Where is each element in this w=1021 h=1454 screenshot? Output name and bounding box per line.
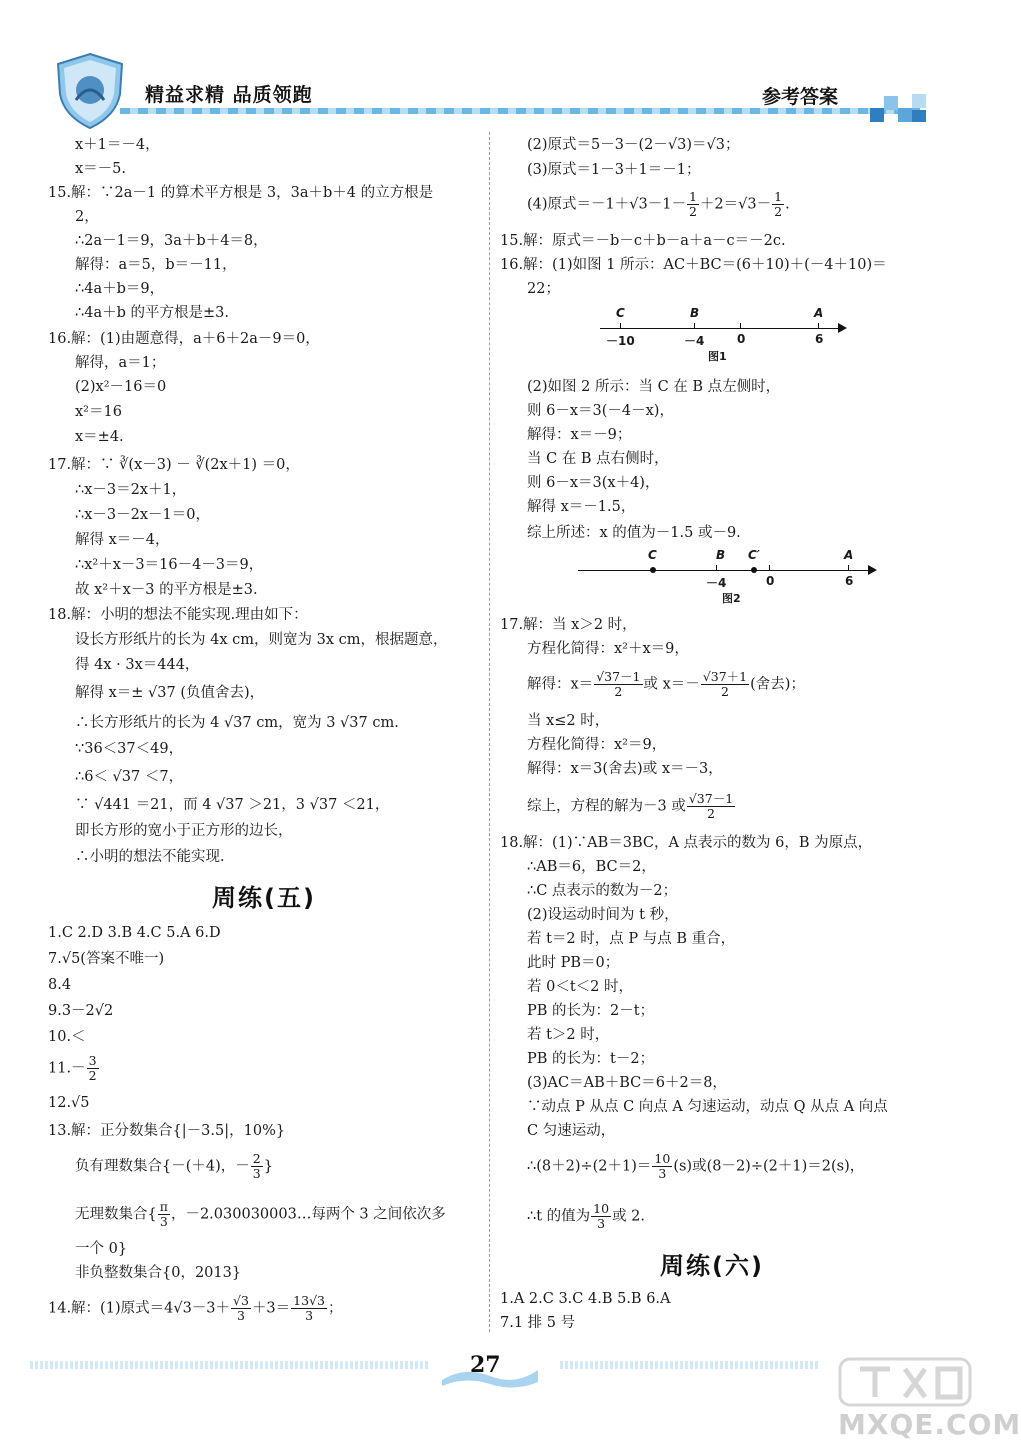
numerator: 2 xyxy=(252,1151,261,1166)
text: (s)或(8－2)÷(2＋1)＝2(s)， xyxy=(673,1158,865,1175)
q18-line: 若 t＝2 时，点 P 与点 B 重合， xyxy=(527,931,736,947)
q18-line: 即长方形的宽小于正方形的边长， xyxy=(75,823,293,839)
q18-line: 若 0＜t＜2 时， xyxy=(527,979,633,995)
tick-label: －4 xyxy=(706,576,727,590)
fraction xyxy=(687,190,699,219)
q16-line: 则 6－x＝3(x＋4)， xyxy=(527,475,660,491)
footer-band-right xyxy=(560,1361,820,1369)
q17-line: ∴x²＋x－3＝16－4－3＝9， xyxy=(75,557,264,573)
numerator: √3 xyxy=(233,1293,249,1308)
q15-line: 解得：a＝5，b＝－11， xyxy=(75,257,237,273)
answer-line: 8.4 xyxy=(48,977,72,993)
header-slogan: 精益求精 品质领跑 xyxy=(145,84,313,106)
q15-line: 2， xyxy=(75,209,99,225)
answer-text: ＋3＝ xyxy=(251,1300,291,1317)
numerator: 10 xyxy=(593,1201,610,1216)
fraction xyxy=(87,1054,99,1083)
q17-line xyxy=(527,792,736,821)
figure-caption: 图1 xyxy=(708,350,727,363)
fraction xyxy=(701,670,749,699)
text-line xyxy=(527,190,790,219)
q15-line: ∴2a－1＝9，3a＋b＋4＝8， xyxy=(75,233,268,249)
q15-line: ∴4a＋b 的平方根是±3. xyxy=(75,305,229,321)
q18-line: 若 t＞2 时， xyxy=(527,1027,610,1043)
point-label: C xyxy=(648,548,657,562)
q17-line xyxy=(527,670,805,699)
q17-line: 17.解：∵ ∛(x－3) － ∛(2x＋1) ＝0， xyxy=(48,457,300,473)
q17-line: 解得 x＝－4， xyxy=(75,532,170,548)
denominator: 2 xyxy=(614,684,623,699)
q18-line: 18.解：小明的想法不能实现.理由如下： xyxy=(48,607,308,623)
q18-line xyxy=(527,1152,864,1181)
q18-line: C 匀速运动， xyxy=(527,1123,616,1139)
number-line-figure-2 xyxy=(578,548,888,606)
point-label: A xyxy=(814,306,824,320)
q17-line: 17.解：当 x＞2 时， xyxy=(500,617,637,633)
q15-line: ∴4a＋b＝9， xyxy=(75,281,165,297)
q17-line: 解得：x＝3(舍去)或 x＝－3， xyxy=(527,761,723,777)
q18-line: 设长方形纸片的长为 4x cm，则宽为 3x cm，根据题意， xyxy=(75,632,448,648)
answer-line: 非负整数集合{0，2013} xyxy=(75,1265,242,1281)
tick xyxy=(620,323,621,329)
answer-text: 14.解：(1)原式＝4√3－3＋ xyxy=(48,1300,231,1317)
denominator: 3 xyxy=(305,1308,314,1323)
numerator: √37－1 xyxy=(596,669,641,684)
fraction xyxy=(687,792,735,821)
q18-line: 此时 PB＝0； xyxy=(527,955,620,971)
denominator: 2 xyxy=(88,1068,97,1083)
point-dot xyxy=(650,567,656,573)
q18-line: (3)AC＝AB＋BC＝6＋2＝8， xyxy=(527,1075,727,1091)
q18-line: ∴小明的想法不能实现. xyxy=(75,849,225,865)
point-label: A xyxy=(844,548,854,562)
tick-label: －4 xyxy=(684,334,705,348)
fraction xyxy=(251,1152,263,1181)
numerator: 3 xyxy=(88,1053,97,1068)
answer-line: 13.解：正分数集合{|－3.5|，10%} xyxy=(48,1123,286,1139)
text-line: (3)原式＝1－3＋1＝－1； xyxy=(527,162,701,178)
q18-line: 18.解：(1)∵AB＝3BC，A 点表示的数为 6，B 为原点， xyxy=(500,835,873,851)
tick xyxy=(848,565,849,571)
page-number: 27 xyxy=(470,1352,501,1378)
point-label: C xyxy=(616,306,625,320)
page-header xyxy=(0,0,1000,135)
text: ＋2＝√3－ xyxy=(699,196,772,213)
answer-line: 7.√5(答案不唯一) xyxy=(48,951,165,967)
point-dot xyxy=(751,567,757,573)
q16-line: 则 6－x＝3(－4－x)， xyxy=(527,403,674,419)
answer-line: 1.A 2.C 3.C 4.B 5.B 6.A xyxy=(500,1291,671,1307)
number-line-axis xyxy=(600,328,840,329)
fraction xyxy=(231,1294,251,1323)
fraction xyxy=(772,190,784,219)
text: 综上，方程的解为－3 或 xyxy=(527,798,686,815)
answer-line: 12.√5 xyxy=(48,1095,90,1111)
text: 解得：x＝ xyxy=(527,676,594,693)
tick-label: －10 xyxy=(606,334,635,348)
q15-line: 15.解：原式＝－b－c＋b－a＋a－c＝－2c. xyxy=(500,233,786,249)
answer-line: 7.1 排 5 号 xyxy=(500,1315,576,1331)
answer-line xyxy=(48,1054,100,1083)
numerator: 1 xyxy=(688,189,697,204)
header-answers-label: 参考答案 xyxy=(762,86,839,108)
q16-line: (2)x²－16＝0 xyxy=(75,379,167,395)
q18-line: ∵36＜37＜49， xyxy=(75,741,184,757)
answer-line: 10.＜ xyxy=(48,1029,86,1045)
fraction xyxy=(158,1200,170,1229)
q17-line: ∴x－3－2x－1＝0， xyxy=(75,507,210,523)
section-title-week5: 周练(五) xyxy=(212,884,316,912)
figure-caption: 图2 xyxy=(722,592,741,605)
denominator: 2 xyxy=(774,204,783,219)
q16-line: 解得，a＝1； xyxy=(75,355,166,371)
q16-line: 22； xyxy=(527,281,560,297)
header-divider-band xyxy=(120,108,920,114)
numerator: √37－1 xyxy=(688,791,734,806)
q17-line: 故 x²＋x－3 的平方根是±3. xyxy=(75,582,258,598)
footer-band-left xyxy=(30,1361,430,1369)
answer-text: 无理数集合{ xyxy=(75,1206,157,1223)
q18-line: 解得 x＝± √37 (负值舍去)， xyxy=(75,685,265,701)
text-line: (2)原式＝5－3－(2－√3)＝√3； xyxy=(527,137,740,153)
answer-text: ，－2.030030003…每两个 3 之间依次多 xyxy=(170,1206,446,1223)
fraction xyxy=(591,1202,611,1231)
q16-line: x＝±4. xyxy=(75,429,124,445)
answer-line xyxy=(48,1294,343,1323)
denominator: 2 xyxy=(707,806,715,821)
denominator: 2 xyxy=(688,204,697,219)
answer-line: 1.C 2.D 3.B 4.C 5.A 6.D xyxy=(48,925,221,941)
denominator: 3 xyxy=(658,1166,667,1181)
q18-line: ∵动点 P 从点 C 向点 A 匀速运动，动点 Q 从点 A 向点 xyxy=(527,1099,888,1115)
fraction xyxy=(594,670,642,699)
answer-text: } xyxy=(263,1158,273,1175)
numerator: 13√3 xyxy=(293,1293,325,1308)
point-label: C′ xyxy=(748,548,760,562)
answer-line: 一个 0} xyxy=(75,1241,128,1257)
q17-line: ∴x－3＝2x＋1， xyxy=(75,482,187,498)
q16-line: 解得 x＝－1.5， xyxy=(527,499,636,515)
point-label: B xyxy=(690,306,700,320)
tick-label: 6 xyxy=(815,332,824,346)
numerator: 1 xyxy=(774,189,783,204)
q18-line: ∴AB＝6，BC＝2， xyxy=(527,859,656,875)
answer-text: ； xyxy=(328,1300,343,1317)
text: . xyxy=(785,196,790,213)
text: ∴t 的值为 xyxy=(527,1208,591,1225)
answer-line xyxy=(75,1200,446,1229)
answer-line: 9.3－2√2 xyxy=(48,1003,114,1019)
number-line-figure-1 xyxy=(600,306,860,364)
tick-label: 0 xyxy=(737,332,746,346)
q16-line: 当 C 在 B 点右侧时， xyxy=(527,451,669,467)
tick xyxy=(818,323,819,329)
axis-arrow-icon xyxy=(838,323,847,333)
q18-line: ∵ √441 ＝21，而 4 √37 ＞21，3 √37 ＜21， xyxy=(75,797,390,813)
denominator: 3 xyxy=(159,1214,168,1229)
answer-text: 负有理数集合{－(＋4)，－ xyxy=(75,1158,250,1175)
text: 或 x＝－ xyxy=(643,676,700,693)
q16-line: 16.解：(1)由题意得，a＋6＋2a－9＝0， xyxy=(48,331,320,347)
header-squares-icon xyxy=(868,88,932,128)
q17-line: 当 x≤2 时， xyxy=(527,713,610,729)
q18-line: (2)设运动时间为 t 秒， xyxy=(527,907,679,923)
text: (4)原式＝－1＋√3－1－ xyxy=(527,196,686,213)
point-label: B xyxy=(716,548,726,562)
fraction xyxy=(291,1294,327,1323)
column-divider xyxy=(489,132,490,1332)
q16-line: 解得：x＝－9； xyxy=(527,427,632,443)
shield-logo-icon xyxy=(50,50,130,130)
q16-line: x²＝16 xyxy=(75,404,122,420)
denominator: 2 xyxy=(721,684,729,699)
watermark-text: MXQE.COM xyxy=(838,1408,1021,1441)
text: ∴(8＋2)÷(2＋1)＝ xyxy=(527,1158,652,1175)
answer-line xyxy=(75,1152,273,1181)
text-line: x＝－5. xyxy=(75,161,127,177)
q17-line: 方程化简得：x²＋x＝9， xyxy=(527,641,689,657)
denominator: 3 xyxy=(597,1216,606,1231)
text: (舍去)； xyxy=(750,676,805,693)
q16-line: 综上所述：x 的值为－1.5 或－9. xyxy=(527,525,741,541)
q18-line: ∴长方形纸片的长为 4 √37 cm，宽为 3 √37 cm. xyxy=(75,715,399,731)
answer-text: 11.－ xyxy=(48,1060,86,1077)
numerator: π xyxy=(159,1199,168,1214)
tick xyxy=(694,323,695,329)
q15-line: 15.解：∵2a－1 的算术平方根是 3，3a＋b＋4 的立方根是 xyxy=(48,185,434,201)
q18-line: PB 的长为：t－2； xyxy=(527,1051,655,1067)
tick-label: 0 xyxy=(766,574,775,588)
text: 或 2. xyxy=(612,1208,646,1225)
q16-line: (2)如图 2 所示：当 C 在 B 点左侧时， xyxy=(527,379,781,395)
tick xyxy=(716,565,717,571)
section-title-week6: 周练(六) xyxy=(660,1252,764,1280)
tick xyxy=(740,323,741,329)
tick-label: 6 xyxy=(845,574,854,588)
q18-line: 得 4x · 3x＝444， xyxy=(75,657,200,673)
fraction xyxy=(652,1152,672,1181)
q18-line xyxy=(527,1202,645,1231)
text-line: x＋1＝－4， xyxy=(75,137,160,153)
q17-line: 方程化简得：x²＝9， xyxy=(527,737,667,753)
denominator: 3 xyxy=(237,1308,245,1323)
numerator: 10 xyxy=(654,1151,671,1166)
denominator: 3 xyxy=(252,1166,261,1181)
q18-line: PB 的长为：2－t； xyxy=(527,1003,655,1019)
number-line-axis xyxy=(578,570,870,571)
tick xyxy=(769,565,770,571)
q18-line: ∴6＜ √37 ＜7， xyxy=(75,769,184,785)
numerator: √37＋1 xyxy=(702,669,748,684)
q18-line: ∴C 点表示的数为－2； xyxy=(527,883,678,899)
axis-arrow-icon xyxy=(868,565,877,575)
q16-line: 16.解：(1)如图 1 所示：AC＋BC＝(6＋10)＋(－4＋10)＝ xyxy=(500,257,887,273)
